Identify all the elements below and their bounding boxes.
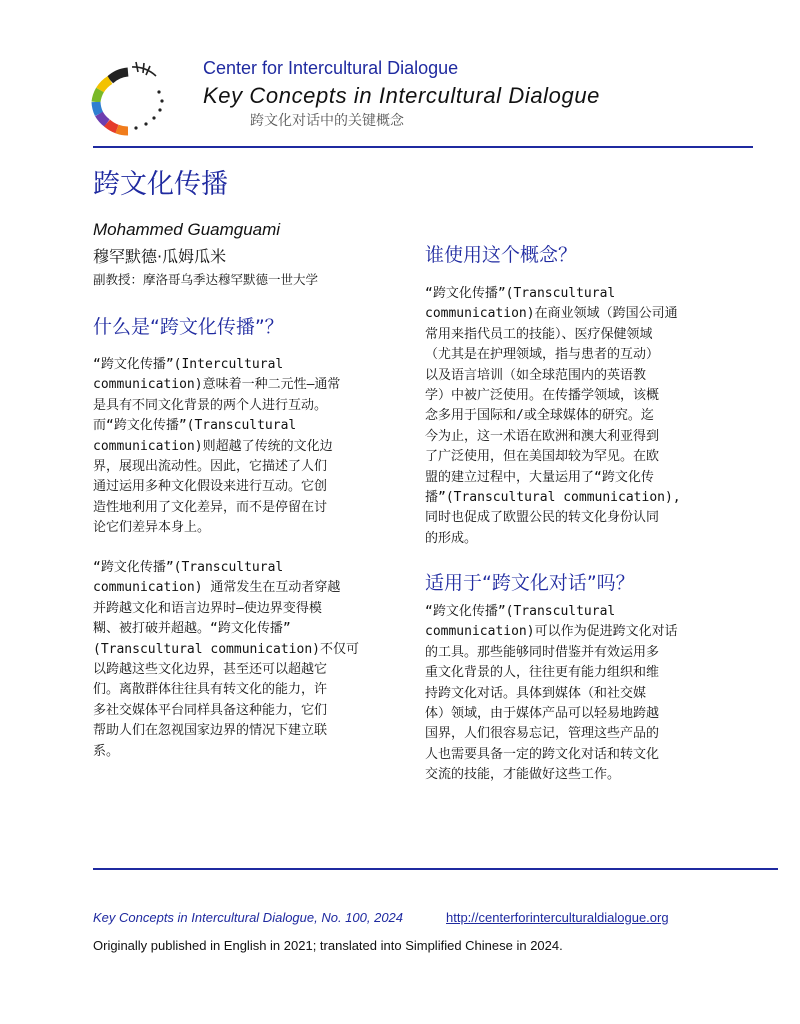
footer-divider [93, 868, 778, 870]
rainbow-arc-logo-icon [86, 58, 176, 138]
section-heading-apply: 适用于“跨文化对话”吗？ [425, 572, 635, 594]
series-name: Key Concepts in Intercultural Dialogue [203, 83, 601, 108]
section-paragraph: “跨文化传播”(Transcultural communication) 通常发生在互动者穿越 并跨越文化和语言边界时—使边界变得模 糊、被打破并超越。“跨文化传播” (Transcultural communication)不仅可 以跨越这些文化边界，甚至还可以超越它 们。离散群体往往具有转文化的能力，许 多社交媒体平台同样具备这种能力，它们 帮助人们在忽视国家边界的情况下建立联 系。 [93, 560, 359, 759]
header-divider [93, 146, 753, 148]
section-heading-who: 谁使用这个概念？ [425, 244, 578, 266]
author-name-english: Mohammed Guamguami [93, 220, 281, 239]
series-name-chinese: 跨文化对话中的关键概念 [250, 113, 404, 129]
org-name: Center for Intercultural Dialogue [203, 58, 459, 78]
section-paragraph: “跨文化传播”(Transcultural communication)可以作为促进跨文化对话 的工具。那些能够同时借鉴并有效运用多 重文化背景的人，往往更有能力组织和维 持跨文化对话。具体到媒体（和社交媒 体）领域，由于媒体产品可以轻易地跨越 国界，人们很容易忘记，管理这些产品的 人也需要具备一定的跨文化对话和转文化 交流的技能，才能做好这些工作。 [425, 604, 678, 783]
publication-note: Originally published in English in 2021; translated into Simplified Chinese in 2024. [93, 938, 563, 953]
author-name-chinese: 穆罕默德·瓜姆瓜米 [93, 247, 227, 266]
section-paragraph: “跨文化传播”(Intercultural communication)意味着一种二元性—通常 是具有不同文化背景的两个人进行互动。 而“跨文化传播”(Transcultural communication)则超越了传统的文化边 界，展现出流动性。因此，它描述了人们 通过运用多种文化假设来进行互动。它创 造性地利用了文化差异，而不是停留在讨 论它们差异本身上。 [93, 357, 341, 536]
footer-series-reference: Key Concepts in Intercultural Dialogue, No. 100, 2024 [93, 910, 404, 925]
website-link[interactable]: http://centerforinterculturaldialogue.org [446, 910, 669, 925]
page-title: 跨文化传播 [93, 169, 228, 200]
section-paragraph: “跨文化传播”(Transcultural communication)在商业领域（跨国公司通 常用来指代员工的技能）、医疗保健领域 （尤其是在护理领域，指与患者的互动） 以及语言培训（如全球范围内的英语教 学）中被广泛使用。在传播学领域，该概 念多用于国际和/或全球媒体的研究。迄 今为止，这一术语在欧洲和澳大利亚得到 了广泛使用，但在美国却较为罕见。在欧 盟的建立过程中，大量运用了“跨文化传 播”(Transcultural communication), 同时也促成了欧盟公民的转文化身份认同 的形成。 [425, 286, 681, 546]
section-heading-what: 什么是“跨文化传播”？ [93, 316, 284, 338]
author-affiliation: 副教授：摩洛哥乌季达穆罕默德一世大学 [93, 272, 319, 287]
